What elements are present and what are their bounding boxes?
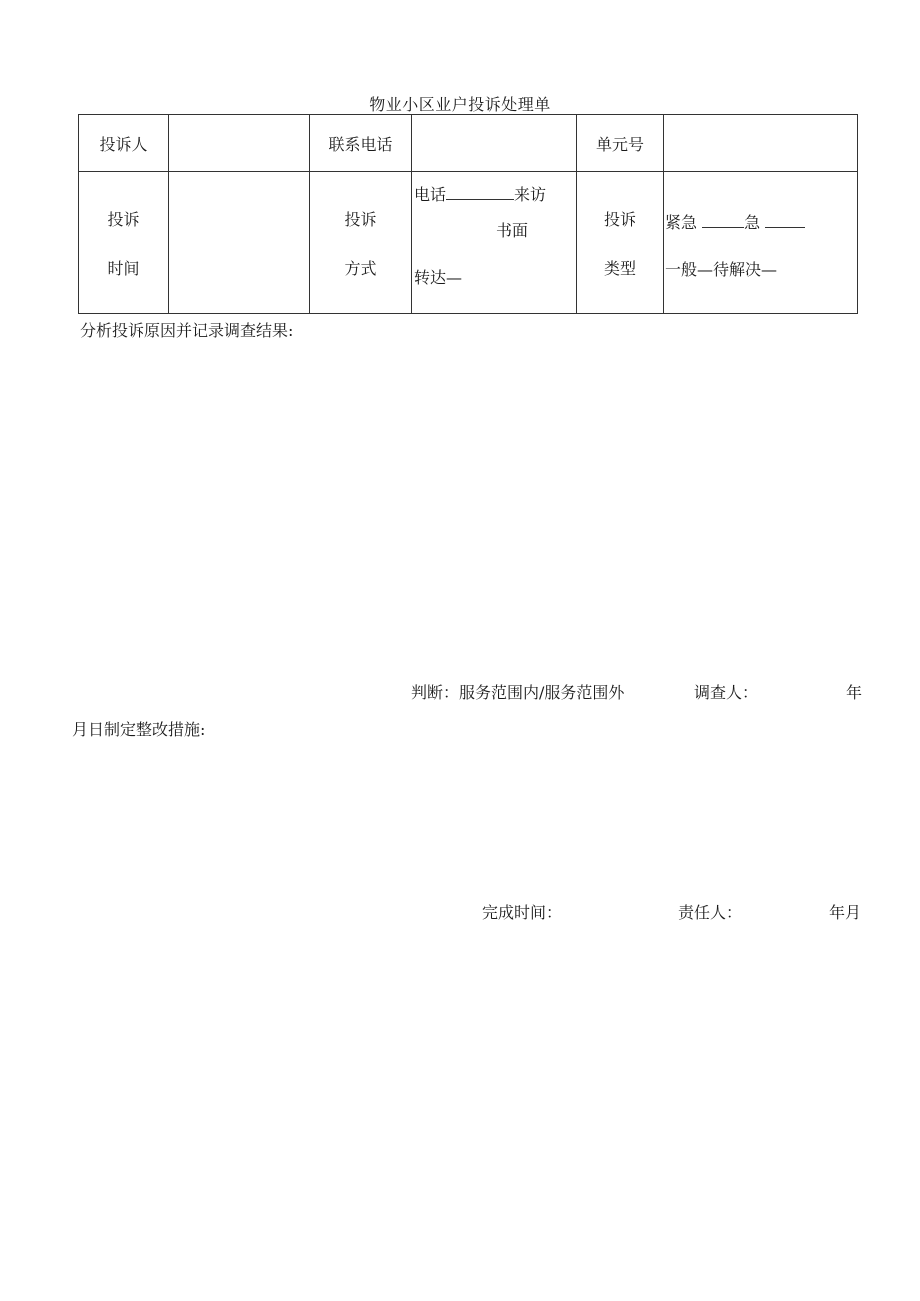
method-option-relay[interactable]: 转达— (414, 268, 463, 287)
urgent-blank[interactable] (765, 213, 805, 228)
complaint-method-label-line1: 投诉 (344, 209, 377, 229)
complaint-type-label-line2: 类型 (603, 258, 636, 278)
complaint-time-label-line2: 时间 (107, 258, 140, 278)
type-option-urgent2[interactable]: 急 (744, 213, 761, 232)
judgment-text: 判断：服务范围内/服务范围外 (411, 683, 625, 702)
responsible-label: 责任人： (678, 903, 743, 922)
complaint-type-label-line1: 投诉 (603, 209, 636, 229)
complaint-form-table (78, 114, 858, 314)
method-option-phone[interactable]: 电话 来访 (414, 185, 547, 204)
judgment-year: 年 (846, 683, 863, 702)
investigator-label: 调查人： (694, 683, 759, 702)
table-row (79, 115, 858, 172)
type-option-general[interactable]: 一般—待解决— (665, 260, 778, 279)
complaint-time-field[interactable] (169, 172, 310, 314)
complaint-method-options (412, 172, 577, 314)
method-option-visit[interactable]: 来访 (514, 185, 547, 204)
analysis-label: 分析投诉原因并记录调查结果: (80, 321, 294, 340)
method-option-written[interactable]: 书面 (496, 221, 529, 240)
completion-year-month: 年月 (829, 903, 862, 922)
complainant-label: 投诉人 (79, 115, 169, 172)
table-row (79, 172, 858, 314)
phone-field[interactable] (412, 115, 577, 172)
unit-label: 单元号 (577, 115, 664, 172)
completion-time-label: 完成时间： (482, 903, 563, 922)
complaint-type-label (577, 172, 664, 314)
complaint-method-label (310, 172, 412, 314)
complaint-method-label-line2: 方式 (344, 258, 377, 278)
phone-blank[interactable] (446, 185, 514, 200)
complaint-time-label-line1: 投诉 (107, 209, 140, 229)
form-title: 物业小区业户投诉处理单 (369, 95, 551, 114)
unit-field[interactable] (664, 115, 858, 172)
complaint-type-options (664, 172, 858, 314)
type-option-urgent[interactable]: 紧急 急 (665, 210, 805, 233)
phone-label: 联系电话 (310, 115, 412, 172)
measures-label: 月日制定整改措施: (72, 720, 206, 739)
complainant-field[interactable] (169, 115, 310, 172)
very-urgent-blank[interactable] (702, 213, 744, 228)
complaint-time-label (79, 172, 169, 314)
